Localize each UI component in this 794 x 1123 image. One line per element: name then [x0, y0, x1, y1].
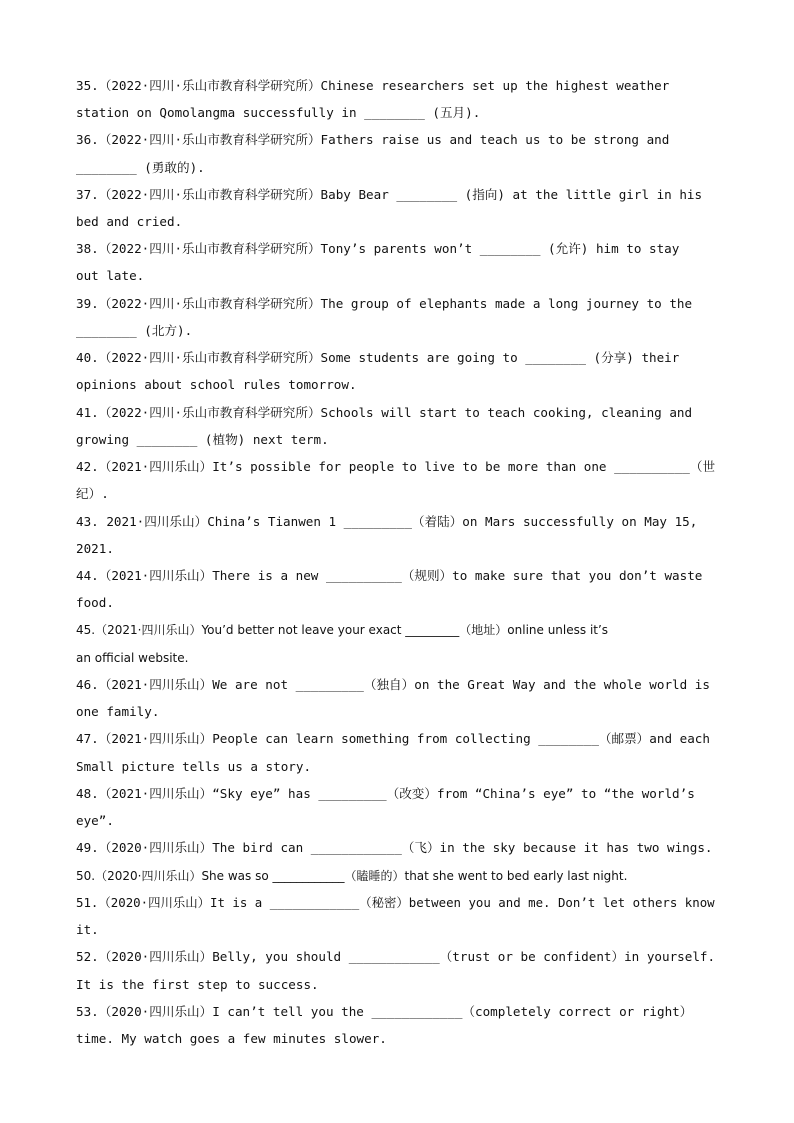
question-44-line-2: food. [76, 595, 114, 610]
question-51-line-2: it. [76, 922, 99, 937]
question-48-line-1: 48.（2021·四川乐山）“Sky eye” has _________（改变）from “China’s eye” to “the world’s [76, 786, 695, 801]
question-43-line-1: 43. 2021·四川乐山）China’s Tianwen 1 _________（着陆）on Mars successfully on May 15, [76, 514, 698, 529]
question-43-line-2: 2021. [76, 541, 114, 556]
question-37-line-1: 37.（2022·四川·乐山市教育科学研究所）Baby Bear ________ (指向) at the little girl in his [76, 187, 703, 202]
question-47-line-2: Small picture tells us a story. [76, 759, 312, 774]
question-41-line-1: 41.（2022·四川·乐山市教育科学研究所）Schools will start to teach cooking, cleaning and [76, 405, 693, 420]
question-47-line-1: 47.（2021·四川乐山）People can learn something from collecting ________（邮票）and each [76, 731, 710, 746]
question-39-line-1: 39.（2022·四川·乐山市教育科学研究所）The group of elephants made a long journey to the [76, 296, 693, 311]
question-52-line-2: It is the first step to success. [76, 977, 319, 992]
question-53-line-1: 53.（2020·四川乐山）I can’t tell you the ____________（completely correct or right） [76, 1004, 693, 1019]
question-50-line-1: 50.（2020·四川乐山）She was so ____________（瞌睡的）that she went to bed early last night. [76, 869, 628, 883]
question-42-line-2: 纪）. [76, 486, 109, 501]
question-36-line-1: 36.（2022·四川·乐山市教育科学研究所）Fathers raise us and teach us to be strong and [76, 132, 670, 147]
question-49-line-1: 49.（2020·四川乐山）The bird can ____________（飞）in the sky because it has two wings. [76, 840, 713, 855]
question-40-line-2: opinions about school rules tomorrow. [76, 377, 357, 392]
question-35-line-1: 35.（2022·四川·乐山市教育科学研究所）Chinese researchers set up the highest weather [76, 78, 670, 93]
question-35-line-2: station on Qomolangma successfully in ________ (五月). [76, 105, 481, 120]
question-42-line-1: 42.（2021·四川乐山）It’s possible for people to live to be more than one __________（世 [76, 459, 716, 474]
question-40-line-1: 40.（2022·四川·乐山市教育科学研究所）Some students are going to ________ (分享) their [76, 350, 680, 365]
question-45-line-1: 45.（2021·四川乐山）You’d better not leave your exact _________（地址）online unless it’s [76, 623, 609, 637]
question-44-line-1: 44.（2021·四川乐山）There is a new __________（规则）to make sure that you don’t waste [76, 568, 703, 583]
question-41-line-2: growing ________ (植物) next term. [76, 432, 329, 447]
question-46-line-1: 46.（2021·四川乐山）We are not _________（独自）on the Great Way and the whole world is [76, 677, 710, 692]
question-45-line-2: an official website. [76, 651, 189, 665]
question-46-line-2: one family. [76, 704, 160, 719]
question-51-line-1: 51.（2020·四川乐山）It is a ____________（秘密）between you and me. Don’t let others know [76, 895, 715, 910]
question-48-line-2: eye”. [76, 813, 114, 828]
question-38-line-1: 38.（2022·四川·乐山市教育科学研究所）Tony’s parents won’t ________ (允许) him to stay [76, 241, 680, 256]
question-53-line-2: time. My watch goes a few minutes slower. [76, 1031, 387, 1046]
question-52-line-1: 52.（2020·四川乐山）Belly, you should ____________（trust or be confident）in yourself. [76, 949, 716, 964]
question-38-line-2: out late. [76, 268, 145, 283]
question-36-line-2: ________ (勇敢的). [76, 160, 205, 175]
question-37-line-2: bed and cried. [76, 214, 183, 229]
question-39-line-2: ________ (北方). [76, 323, 193, 338]
